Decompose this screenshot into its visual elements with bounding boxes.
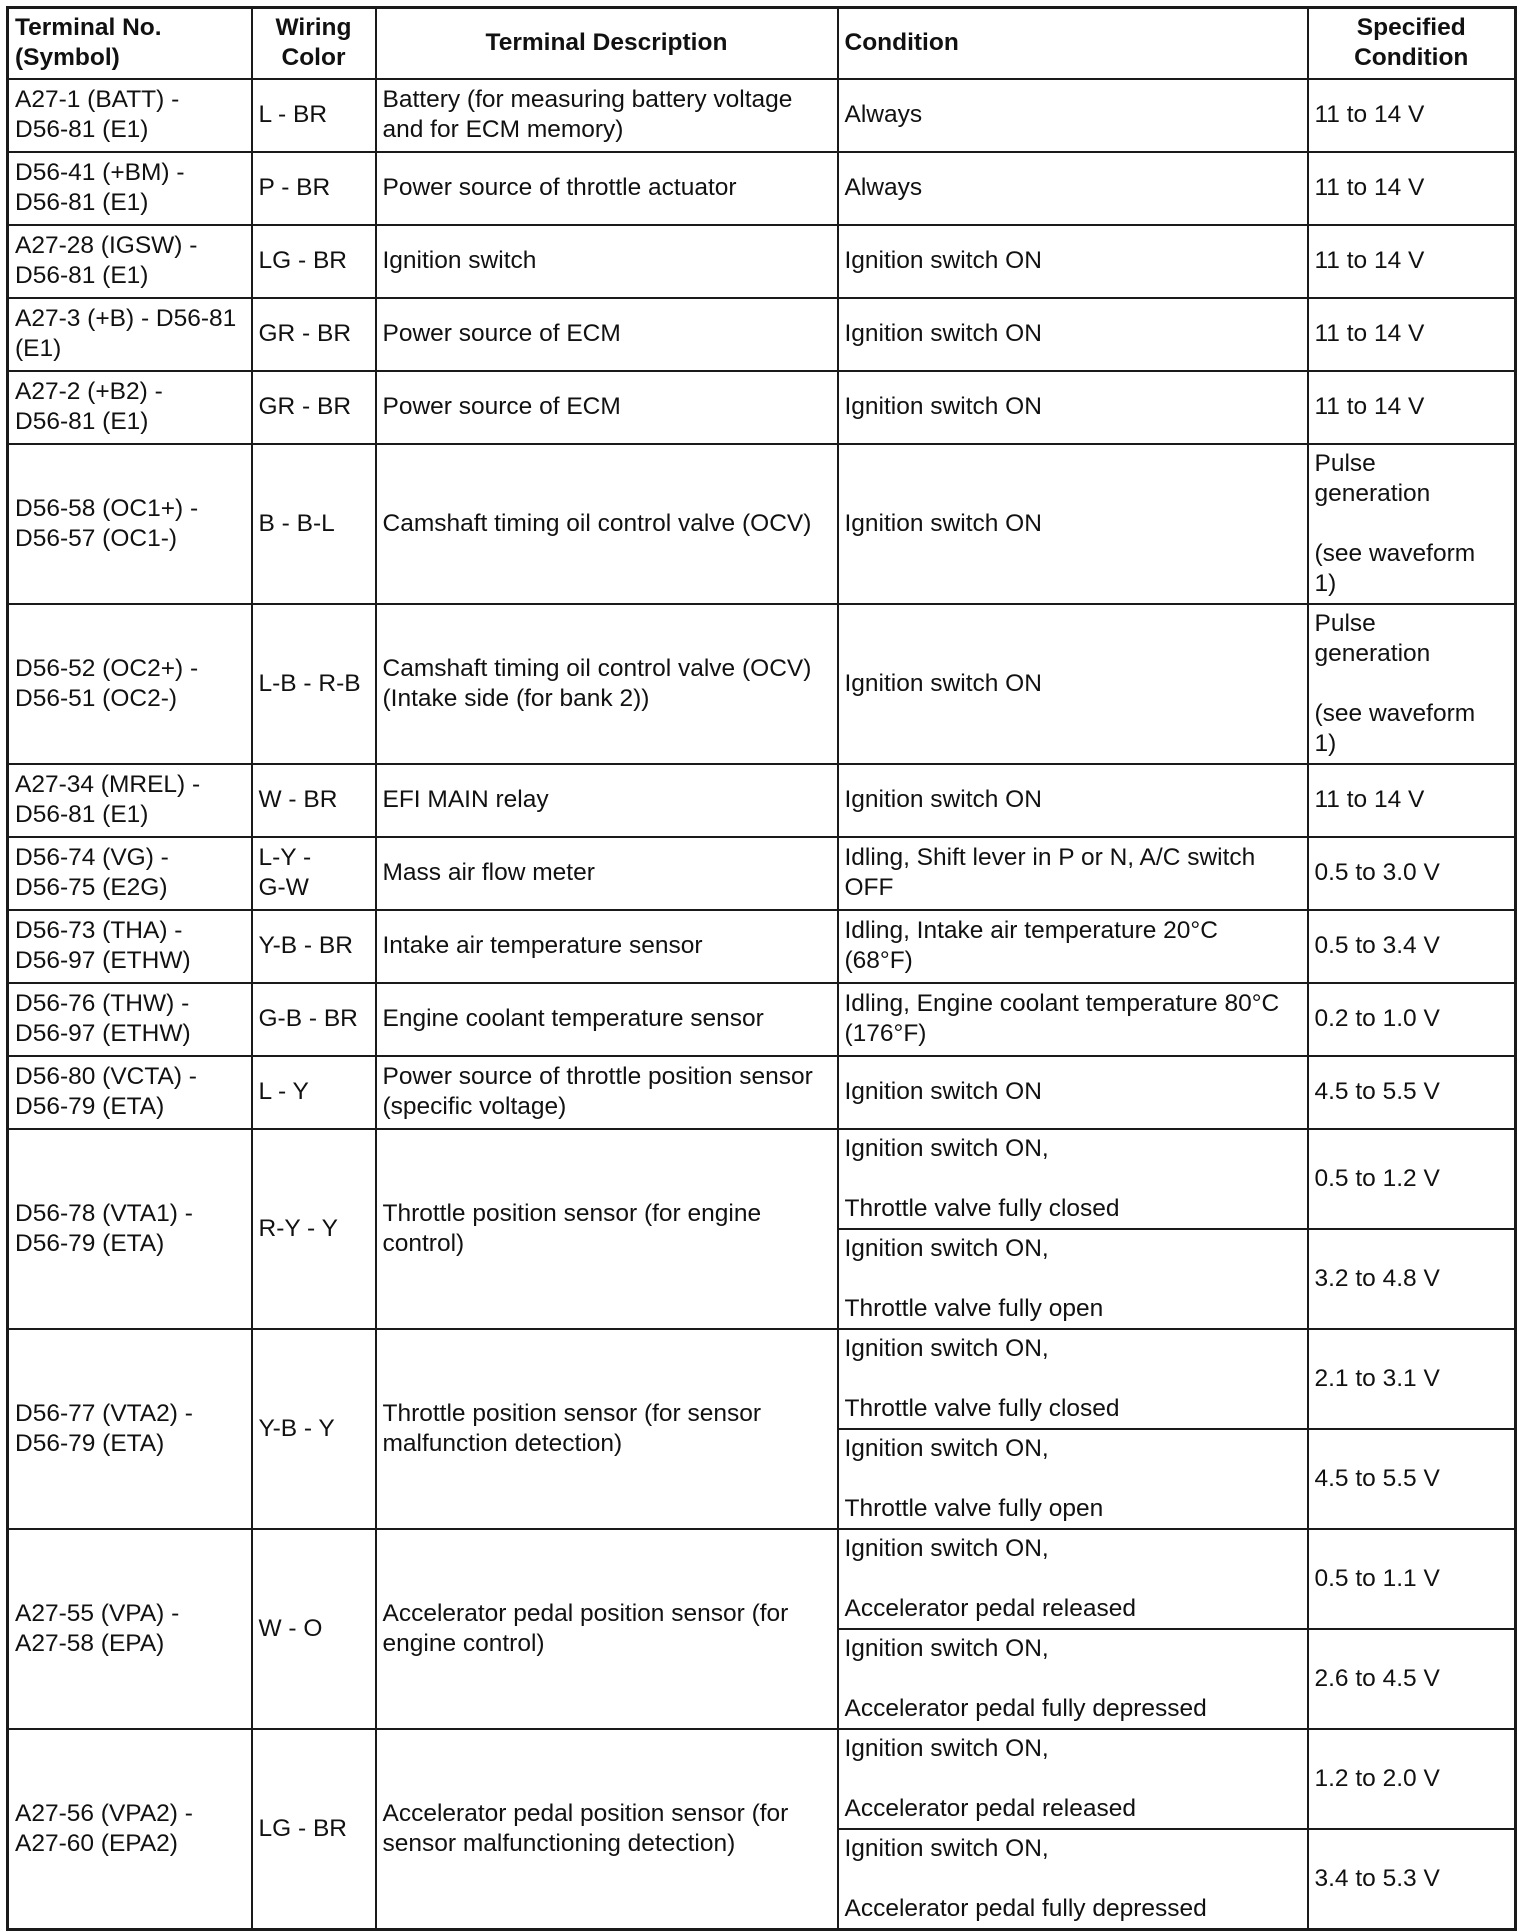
cell-condition: Idling, Intake air temperature 20°C (68°F): [838, 910, 1308, 983]
header-condition: Condition: [838, 8, 1308, 79]
cell-terminal: A27-2 (+B2) - D56-81 (E1): [8, 371, 252, 444]
cell-terminal: A27-34 (MREL) - D56-81 (E1): [8, 764, 252, 837]
cell-terminal: D56-52 (OC2+) - D56-51 (OC2-): [8, 604, 252, 764]
table-row: [8, 79, 1516, 152]
cell-terminal: A27-28 (IGSW) - D56-81 (E1): [8, 225, 252, 298]
cell-condition: Ignition switch ON: [838, 1056, 1308, 1129]
cell-condition: Always: [838, 152, 1308, 225]
terminal-spec-sheet: [6, 6, 1514, 1922]
cell-condition: Ignition switch ON: [838, 764, 1308, 837]
cell-description: Engine coolant temperature sensor: [376, 983, 838, 1056]
cell-terminal: D56-58 (OC1+) - D56-57 (OC1-): [8, 444, 252, 604]
cell-description: Mass air flow meter: [376, 837, 838, 910]
table-row: [8, 910, 1516, 983]
cell-wiring: L - BR: [252, 79, 376, 152]
cell-wiring: R-Y - Y: [252, 1129, 376, 1329]
cell-specified: 0.2 to 1.0 V: [1308, 983, 1516, 1056]
cell-condition: Idling, Engine coolant temperature 80°C (176°F): [838, 983, 1308, 1056]
cell-wiring: W - BR: [252, 764, 376, 837]
cell-description: Power source of throttle actuator: [376, 152, 838, 225]
cell-wiring: Y-B - Y: [252, 1329, 376, 1529]
cell-wiring: P - BR: [252, 152, 376, 225]
cell-wiring: LG - BR: [252, 225, 376, 298]
cell-specified: 2.6 to 4.5 V: [1308, 1629, 1516, 1729]
cell-specified: 11 to 14 V: [1308, 225, 1516, 298]
table-row-group: [8, 1529, 1516, 1629]
cell-wiring: GR - BR: [252, 371, 376, 444]
cell-terminal: D56-80 (VCTA) - D56-79 (ETA): [8, 1056, 252, 1129]
cell-specified: 11 to 14 V: [1308, 152, 1516, 225]
table-row-group: [8, 1129, 1516, 1229]
cell-condition: Idling, Shift lever in P or N, A/C switch OFF: [838, 837, 1308, 910]
cell-specified: 0.5 to 3.4 V: [1308, 910, 1516, 983]
header-row: [8, 8, 1516, 79]
cell-specified: 1.2 to 2.0 V: [1308, 1729, 1516, 1829]
cell-description: Battery (for measuring battery voltage and for ECM memory): [376, 79, 838, 152]
cell-wiring: B - B-L: [252, 444, 376, 604]
cell-specified: Pulse generation (see waveform 1): [1308, 444, 1516, 604]
cell-specified: 11 to 14 V: [1308, 79, 1516, 152]
cell-specified: 0.5 to 3.0 V: [1308, 837, 1516, 910]
cell-description: Throttle position sensor (for engine control): [376, 1129, 838, 1329]
cell-wiring: L - Y: [252, 1056, 376, 1129]
table-row-group: [8, 1329, 1516, 1429]
cell-specified: 4.5 to 5.5 V: [1308, 1429, 1516, 1529]
table-row: [8, 298, 1516, 371]
header-wiring-color: Wiring Color: [252, 8, 376, 79]
cell-condition: Ignition switch ON: [838, 298, 1308, 371]
cell-specified: 3.4 to 5.3 V: [1308, 1829, 1516, 1930]
cell-specified: Pulse generation (see waveform 1): [1308, 604, 1516, 764]
cell-wiring: LG - BR: [252, 1729, 376, 1930]
table-row: [8, 983, 1516, 1056]
cell-description: Power source of ECM: [376, 298, 838, 371]
cell-condition: Ignition switch ON: [838, 444, 1308, 604]
cell-condition: Ignition switch ON, Accelerator pedal fully depressed: [838, 1629, 1308, 1729]
cell-specified: 3.2 to 4.8 V: [1308, 1229, 1516, 1329]
table-row: [8, 371, 1516, 444]
cell-condition: Ignition switch ON: [838, 604, 1308, 764]
cell-wiring: W - O: [252, 1529, 376, 1729]
cell-condition: Ignition switch ON, Throttle valve fully open: [838, 1429, 1308, 1529]
cell-specified: 11 to 14 V: [1308, 371, 1516, 444]
cell-condition: Ignition switch ON: [838, 225, 1308, 298]
table-row: [8, 764, 1516, 837]
cell-terminal: D56-77 (VTA2) - D56-79 (ETA): [8, 1329, 252, 1529]
cell-description: Power source of throttle position sensor (specific voltage): [376, 1056, 838, 1129]
table-row: [8, 604, 1516, 764]
cell-description: Intake air temperature sensor: [376, 910, 838, 983]
table-row: [8, 225, 1516, 298]
cell-description: Power source of ECM: [376, 371, 838, 444]
cell-description: Ignition switch: [376, 225, 838, 298]
cell-wiring: GR - BR: [252, 298, 376, 371]
cell-description: EFI MAIN relay: [376, 764, 838, 837]
cell-terminal: A27-56 (VPA2) - A27-60 (EPA2): [8, 1729, 252, 1930]
table-row-group: [8, 1729, 1516, 1829]
header-specified-condition: Specified Condition: [1308, 8, 1516, 79]
header-terminal-description: Terminal Description: [376, 8, 838, 79]
table-row: [8, 1056, 1516, 1129]
table-row: [8, 444, 1516, 604]
cell-condition: Ignition switch ON, Throttle valve fully open: [838, 1229, 1308, 1329]
cell-terminal: A27-3 (+B) - D56-81 (E1): [8, 298, 252, 371]
header-terminal: Terminal No. (Symbol): [8, 8, 252, 79]
cell-terminal: A27-55 (VPA) - A27-58 (EPA): [8, 1529, 252, 1729]
terminal-spec-table: [6, 6, 1517, 1931]
cell-specified: 11 to 14 V: [1308, 298, 1516, 371]
cell-description: Camshaft timing oil control valve (OCV) (Intake side (for bank 2)): [376, 604, 838, 764]
cell-wiring: Y-B - BR: [252, 910, 376, 983]
cell-description: Throttle position sensor (for sensor malfunction detection): [376, 1329, 838, 1529]
cell-terminal: D56-78 (VTA1) - D56-79 (ETA): [8, 1129, 252, 1329]
cell-condition: Always: [838, 79, 1308, 152]
cell-terminal: D56-74 (VG) - D56-75 (E2G): [8, 837, 252, 910]
cell-specified: 2.1 to 3.1 V: [1308, 1329, 1516, 1429]
cell-terminal: D56-76 (THW) - D56-97 (ETHW): [8, 983, 252, 1056]
cell-specified: 0.5 to 1.2 V: [1308, 1129, 1516, 1229]
cell-wiring: L-B - R-B: [252, 604, 376, 764]
cell-terminal: D56-73 (THA) - D56-97 (ETHW): [8, 910, 252, 983]
cell-wiring: L-Y - G-W: [252, 837, 376, 910]
cell-terminal: A27-1 (BATT) - D56-81 (E1): [8, 79, 252, 152]
cell-condition: Ignition switch ON, Accelerator pedal fully depressed: [838, 1829, 1308, 1930]
table-row: [8, 837, 1516, 910]
cell-specified: 4.5 to 5.5 V: [1308, 1056, 1516, 1129]
cell-terminal: D56-41 (+BM) - D56-81 (E1): [8, 152, 252, 225]
cell-condition: Ignition switch ON, Accelerator pedal released: [838, 1729, 1308, 1829]
cell-description: Accelerator pedal position sensor (for sensor malfunctioning detection): [376, 1729, 838, 1930]
cell-description: Accelerator pedal position sensor (for engine control): [376, 1529, 838, 1729]
cell-condition: Ignition switch ON: [838, 371, 1308, 444]
cell-specified: 11 to 14 V: [1308, 764, 1516, 837]
table-row: [8, 152, 1516, 225]
cell-wiring: G-B - BR: [252, 983, 376, 1056]
cell-condition: Ignition switch ON, Throttle valve fully closed: [838, 1329, 1308, 1429]
cell-description: Camshaft timing oil control valve (OCV): [376, 444, 838, 604]
cell-condition: Ignition switch ON, Throttle valve fully closed: [838, 1129, 1308, 1229]
cell-specified: 0.5 to 1.1 V: [1308, 1529, 1516, 1629]
cell-condition: Ignition switch ON, Accelerator pedal released: [838, 1529, 1308, 1629]
